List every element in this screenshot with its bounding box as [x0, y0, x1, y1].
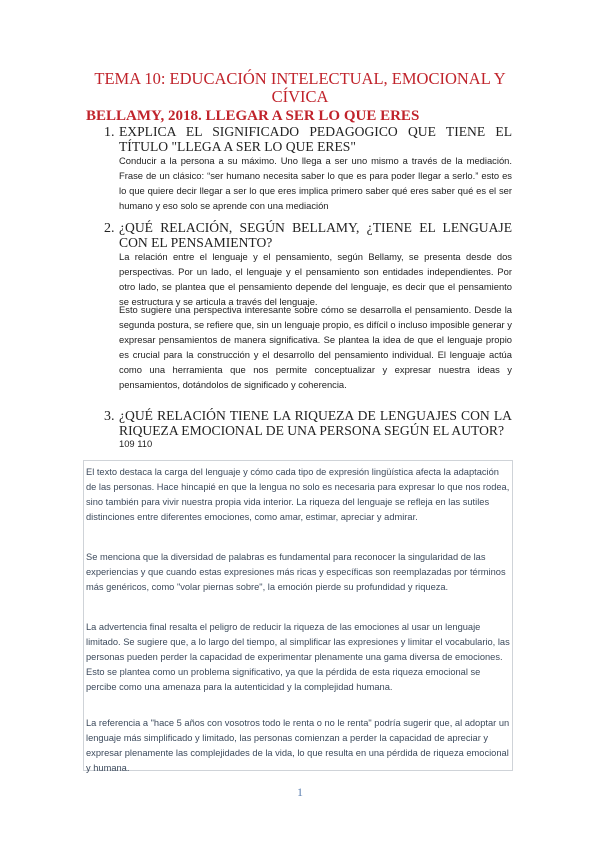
document-subtitle: BELLAMY, 2018. LLEGAR A SER LO QUE ERES	[86, 108, 420, 124]
box-paragraph-2: Se menciona que la diversidad de palabras es fundamental para reconocer la singularidad de las experiencias y que cuando estas expresiones más ricas y específicas son reemplazadas por términos más genéricos, como "volar piernas sobre", la emoción pierde su profundidad y riqueza.	[86, 552, 506, 592]
question-3-number: 3.	[104, 409, 115, 424]
box-paragraph-4: La referencia a "hace 5 años con vosotros todo le renta o no le renta" podría sugerir que, al adoptar un lenguaje más simplificado y limitado, las personas comienzan a perder la capacidad de apreciar y expresar plenamente las complejidades de la vida, lo que resulta en una pérdida de riqueza emocional y humana.	[86, 718, 510, 773]
box-paragraph-1: El texto destaca la carga del lenguaje y cómo cada tipo de expresión lingüística afecta la adaptación de las personas. Hace hincapié en que la lengua no solo es necesaria para expresar lo que nos rodea, sino también para vivir nuestra propia vida interior. La riqueza del lenguaje se refleja en las sutiles distinciones entre diferentes emociones, como amar, estimar, apreciar y admirar.	[86, 467, 510, 522]
question-3-title: ¿QUÉ RELACIÓN TIENE LA RIQUEZA DE LENGUAJES CON LA RIQUEZA EMOCIONAL DE UNA PERSONA SEGÚN EL AUTOR?	[119, 408, 512, 438]
question-2-number: 2.	[104, 221, 115, 236]
question-2-answer-p1: La relación entre el lenguaje y el pensamiento, según Bellamy, se presenta desde dos perspectivas. Por un lado, el lenguaje y el pensamiento son entidades independientes. Por otro lado, se plantea que el pensamiento depende del lenguaje, es decir que el pensamiento se estructura y se articula a través del lenguaje.	[119, 251, 512, 308]
page-number: 1	[297, 785, 303, 799]
question-1-title: EXPLICA EL SIGNIFICADO PEDAGOGICO QUE TIENE EL TÍTULO "LLEGA A SER LO QUE ERES"	[119, 124, 512, 154]
box-paragraph-3: La advertencia final resalta el peligro de reducir la riqueza de las emociones al usar un lenguaje limitado. Se sugiere que, a lo largo del tiempo, al simplificar las expresiones y limitar el vocabulario, las personas pueden perder la capacidad de experimentar plenamente una gama diversa de emociones. Esto se plantea como un problema significativo, ya que la pérdida de esta riqueza emocional se percibe como una amenaza para la autenticidad y la complejidad humana.	[86, 622, 510, 692]
question-3-pages: 109 110	[119, 438, 153, 449]
question-1-answer: Conducir a la persona a su máximo. Uno llega a ser uno mismo a través de la mediación. Frase de un clásico: “ser humano necesita saber lo que es para poder llegar a serlo.” esto es lo que quiere decir llegar a ser lo que eres implica primero saber qué eres saber qué es el ser humano y eso solo se aprende con una mediación	[119, 155, 512, 212]
question-2-title: ¿QUÉ RELACIÓN, SEGÚN BELLAMY, ¿TIENE EL LENGUAJE CON EL PENSAMIENTO?	[119, 220, 512, 250]
question-2-answer-p2: Esto sugiere una perspectiva interesante sobre cómo se desarrolla el pensamiento. Desde la segunda postura, se refiere que, sin un lenguaje propio, es difícil o incluso imposible generar y expresar pensamientos de manera significativa. Se plantea la idea de que el lenguaje propio es crucial para la construcción y el desarrollo del pensamiento individual. El lenguaje actúa como una herramienta que nos permite conceptualizar y expresar nuestra ideas y pensamientos, dotándolos de significado y coherencia.	[119, 304, 512, 391]
document-title: TEMA 10: EDUCACIÓN INTELECTUAL, EMOCIONAL Y CÍVICA	[94, 69, 506, 106]
question-1-number: 1.	[104, 125, 115, 140]
